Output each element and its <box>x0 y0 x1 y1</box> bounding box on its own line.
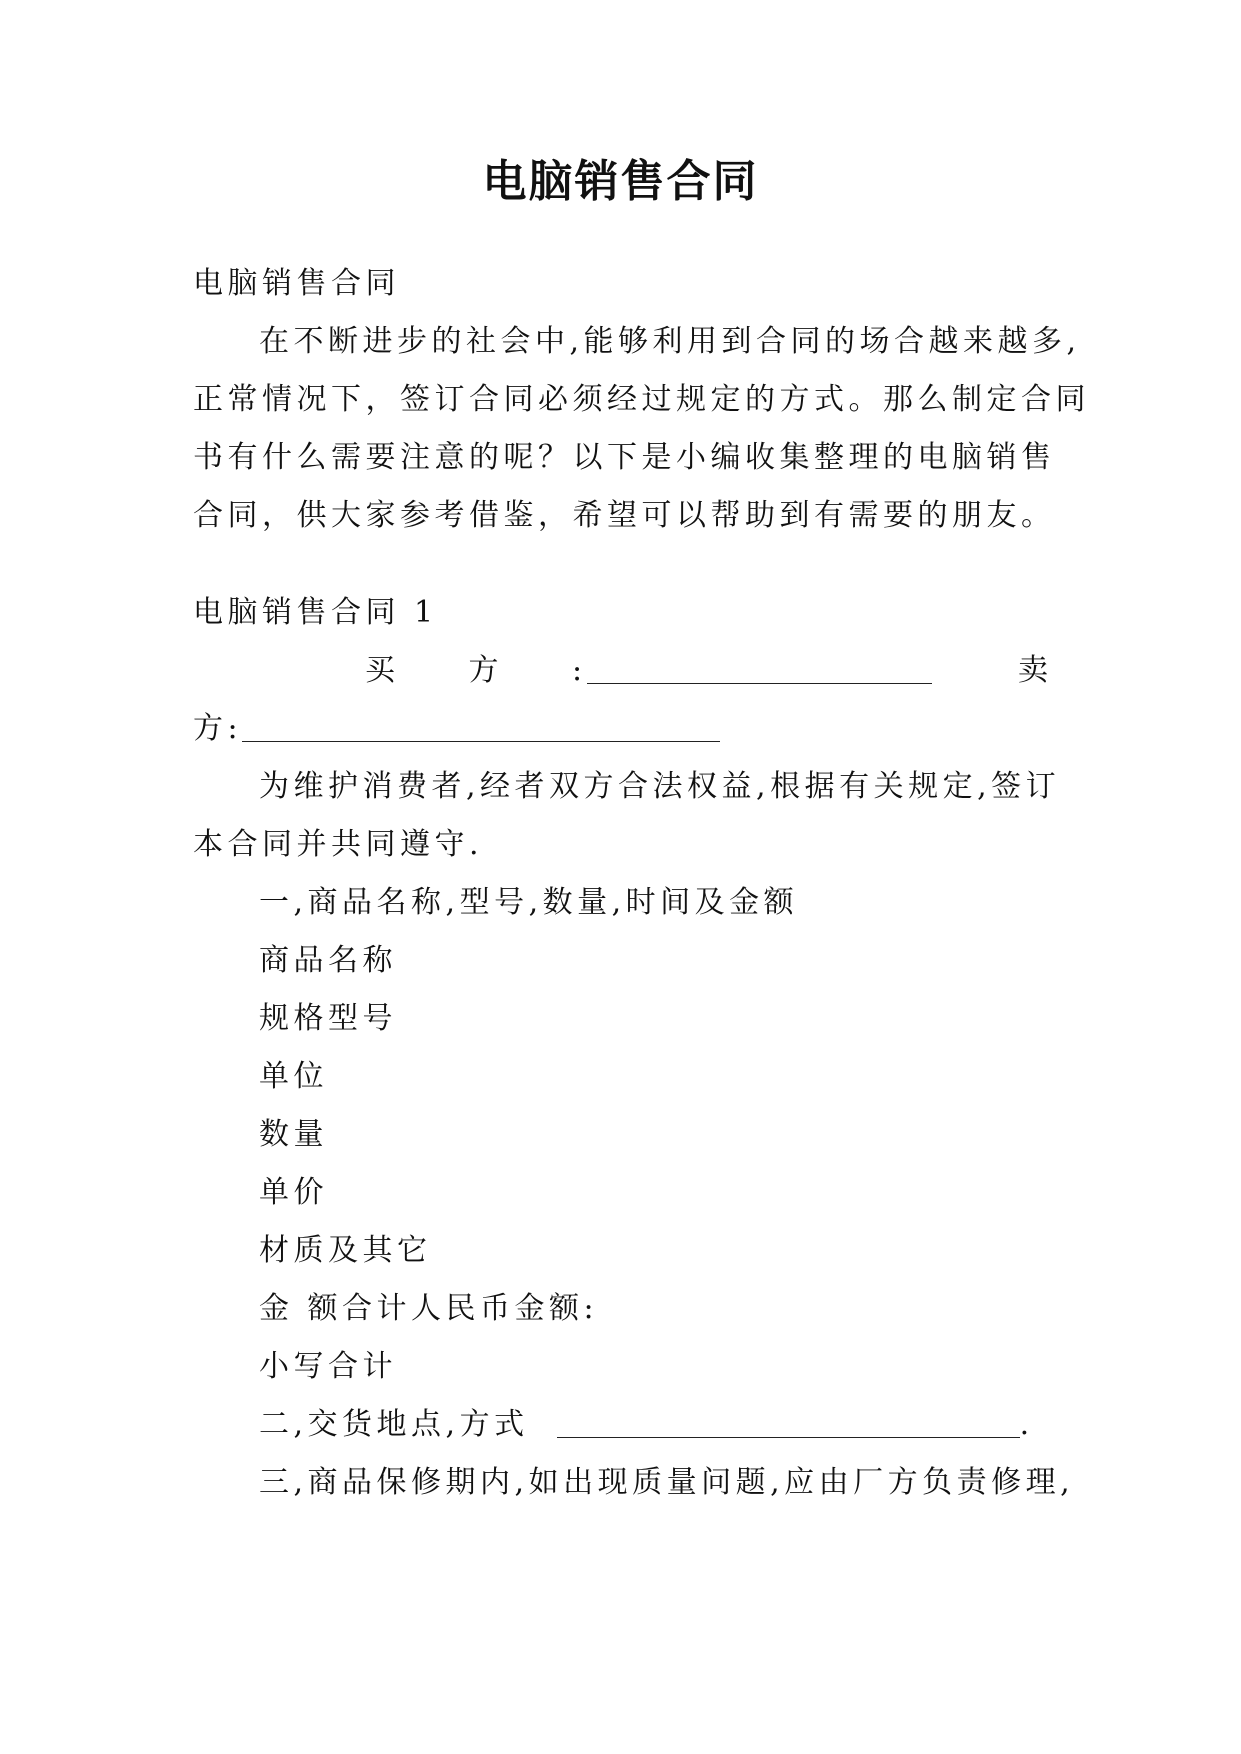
clause-2-blank <box>557 1407 1020 1438</box>
clause-3: 三,商品保修期内,如出现质量问题,应由厂方负责修理, <box>259 1465 1075 1500</box>
purpose-line-2: 本合同并共同遵守. <box>193 827 484 862</box>
seller-label-end: 方: <box>193 711 243 746</box>
clause-2-row <box>259 1405 1053 1445</box>
intro-line-1: 在不断进步的社会中,能够利用到合同的场合越来越多, <box>259 324 1081 359</box>
clause-1-item: 小写合计 <box>259 1349 397 1384</box>
seller-label-start: 卖 <box>1018 653 1053 688</box>
purpose-line-1: 为维护消费者,经者双方合法权益,根据有关规定,签订 <box>259 769 1061 804</box>
clause-1-item: 金 额合计人民币金额: <box>259 1291 599 1326</box>
document-subtitle: 电脑销售合同 <box>193 266 400 301</box>
seller-row <box>193 709 1053 749</box>
buyer-row <box>365 651 1065 691</box>
clause-2-end: . <box>1019 1407 1034 1442</box>
buyer-label: 买 方 : <box>365 653 587 688</box>
clause-1-heading: 一,商品名称,型号,数量,时间及金额 <box>259 885 799 920</box>
intro-line-2: 正常情况下，签订合同必须经过规定的方式。那么制定合同 <box>193 382 1090 417</box>
intro-line-4: 合同，供大家参考借鉴，希望可以帮助到有需要的朋友。 <box>193 498 1056 533</box>
clause-1-item: 单位 <box>259 1059 328 1094</box>
clause-1-item: 规格型号 <box>259 1001 397 1036</box>
document-title: 电脑销售合同 <box>482 156 759 207</box>
clause-1-item: 商品名称 <box>259 943 397 978</box>
section-heading: 电脑销售合同 1 <box>193 595 438 630</box>
clause-1-item: 材质及其它 <box>259 1233 432 1268</box>
buyer-blank <box>587 653 932 684</box>
clause-1-item: 单价 <box>259 1175 328 1210</box>
intro-line-3: 书有什么需要注意的呢？以下是小编收集整理的电脑销售 <box>193 440 1056 475</box>
clause-1-item: 数量 <box>259 1117 328 1152</box>
clause-2-label: 二,交货地点,方式 <box>259 1407 529 1442</box>
seller-blank <box>242 711 720 742</box>
